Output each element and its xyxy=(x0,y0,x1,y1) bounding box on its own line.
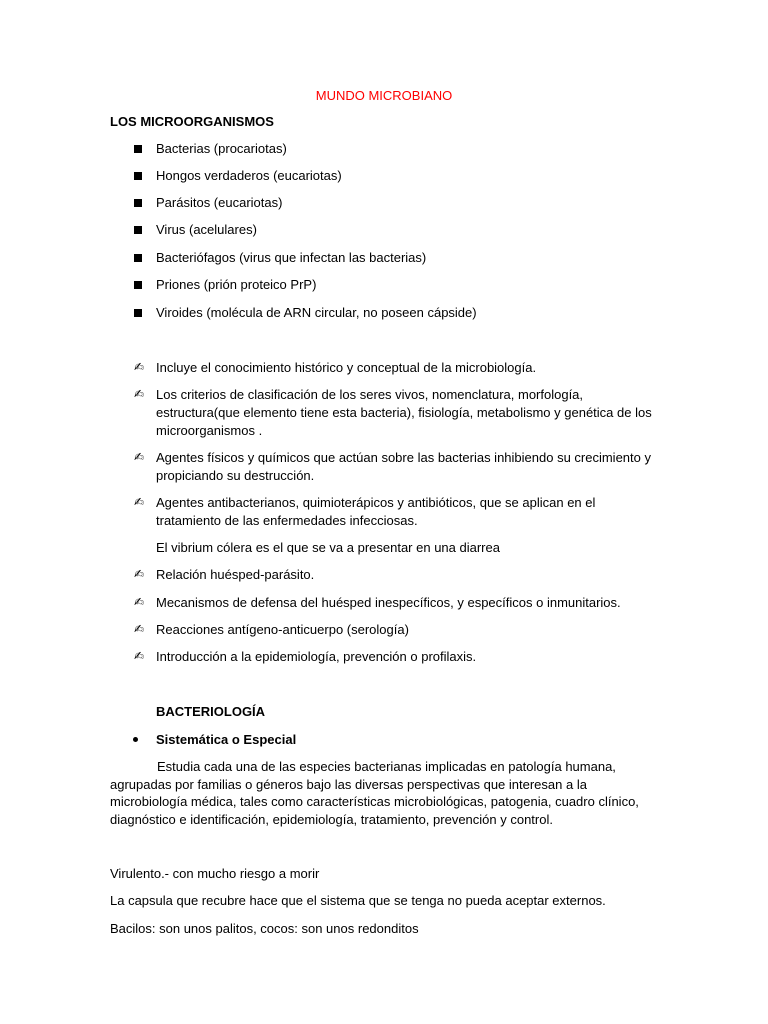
list-item: Parásitos (eucariotas) xyxy=(156,195,283,210)
round-bullet-icon xyxy=(133,737,138,742)
square-bullet-icon xyxy=(134,226,142,234)
section-heading-microorganisms: LOS MICROORGANISMOS xyxy=(110,114,274,129)
square-bullet-icon xyxy=(134,145,142,153)
writing-hand-icon: ✍ xyxy=(134,649,145,663)
list-item-line: Los criterios de clasificación de los seres vivos, nomenclatura, morfología, xyxy=(156,387,584,402)
writing-hand-icon: ✍ xyxy=(134,495,145,509)
list-item: Bacterias (procariotas) xyxy=(156,141,287,156)
writing-hand-icon: ✍ xyxy=(134,595,145,609)
note-line: Bacilos: son unos palitos, cocos: son unos redonditos xyxy=(110,921,419,936)
list-item: Introducción a la epidemiología, prevención o profilaxis. xyxy=(156,649,477,664)
square-bullet-icon xyxy=(134,199,142,207)
paragraph-line: microbiología médica, tales como características microbiológicas, patogenia, cuadro clínico, xyxy=(110,794,639,809)
subheading-sistematica: Sistemática o Especial xyxy=(156,732,297,747)
note-line: Virulento.- con mucho riesgo a morir xyxy=(110,866,320,881)
paragraph-line: agrupadas por familias o géneros bajo las diversas perspectivas que interesan a la xyxy=(110,777,587,792)
note-line: La capsula que recubre hace que el sistema que se tenga no pueda aceptar externos. xyxy=(110,893,606,908)
square-bullet-icon xyxy=(134,309,142,317)
list-item-line: estructura(que elemento tiene esta bacteria), fisiología, metabolismo y genética de los xyxy=(156,405,652,420)
list-item: Virus (acelulares) xyxy=(156,222,257,237)
list-item: Priones (prión proteico PrP) xyxy=(156,277,317,292)
square-bullet-icon xyxy=(134,254,142,262)
square-bullet-icon xyxy=(134,281,142,289)
document-title: MUNDO MICROBIANO xyxy=(315,88,453,103)
vibrium-note: El vibrium cólera es el que se va a presentar en una diarrea xyxy=(156,540,500,555)
square-bullet-icon xyxy=(134,172,142,180)
writing-hand-icon: ✍ xyxy=(134,360,145,374)
list-item-line: Agentes antibacterianos, quimioterápicos y antibióticos, que se aplican en el xyxy=(156,495,596,510)
writing-hand-icon: ✍ xyxy=(134,450,145,464)
section-heading-bacteriology: BACTERIOLOGÍA xyxy=(156,704,266,719)
writing-hand-icon: ✍ xyxy=(134,622,145,636)
writing-hand-icon: ✍ xyxy=(134,567,145,581)
list-item: Viroides (molécula de ARN circular, no poseen cápside) xyxy=(156,305,477,320)
list-item-line: microorganismos . xyxy=(156,423,263,438)
list-item: Hongos verdaderos (eucariotas) xyxy=(156,168,342,183)
paragraph-line: diagnóstico e identificación, epidemiología, tratamiento, prevención y control. xyxy=(110,812,553,827)
list-item: Incluye el conocimiento histórico y conceptual de la microbiología. xyxy=(156,360,537,375)
list-item-line: tratamiento de las enfermedades infecciosas. xyxy=(156,513,418,528)
list-item: Reacciones antígeno-anticuerpo (serología) xyxy=(156,622,409,637)
list-item: Mecanismos de defensa del huésped inespecíficos, y específicos o inmunitarios. xyxy=(156,595,621,610)
list-item-line: Agentes físicos y químicos que actúan sobre las bacterias inhibiendo su crecimiento y xyxy=(156,450,651,465)
list-item-line: propiciando su destrucción. xyxy=(156,468,315,483)
list-item: Relación huésped-parásito. xyxy=(156,567,315,582)
paragraph-line: Estudia cada una de las especies bacterianas implicadas en patología humana, xyxy=(157,759,616,774)
writing-hand-icon: ✍ xyxy=(134,387,145,401)
list-item: Bacteriófagos (virus que infectan las bacterias) xyxy=(156,250,427,265)
